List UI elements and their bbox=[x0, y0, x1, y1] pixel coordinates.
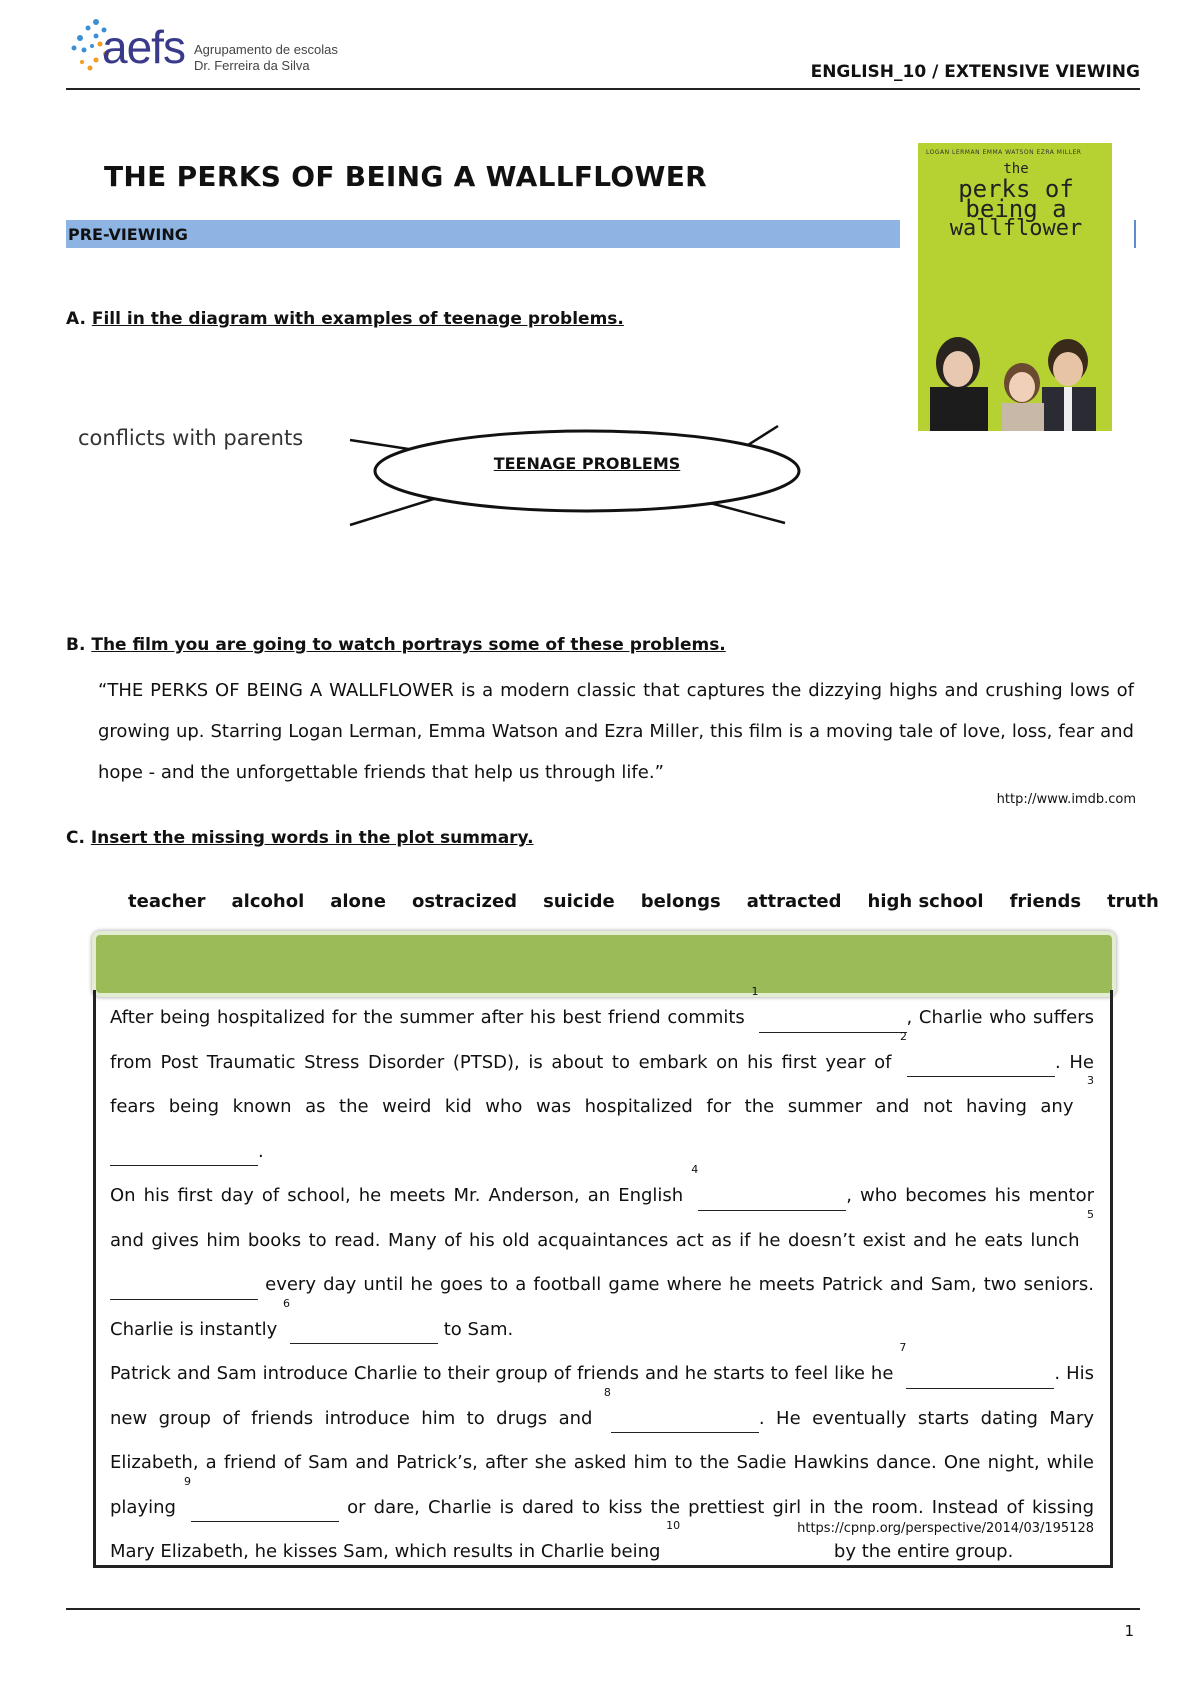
blank-number: 1 bbox=[751, 985, 759, 998]
blank-9[interactable] bbox=[191, 1499, 339, 1522]
poster-actors-image bbox=[918, 313, 1112, 431]
section-label: PRE-VIEWING bbox=[68, 225, 188, 244]
summary-paragraph-1: After being hospitalized for the summer after his best friend commits $^1$, Charlie who suffers from Post Traumatic Stress Disorder (PTSD), is about to embark on his first year of $^2$. He fears being known as the weird kid who was hospitalized for the summer and not having any $^3$. bbox=[110, 996, 1094, 1174]
word-bank-item: truth bbox=[1107, 891, 1159, 912]
plot-summary bbox=[110, 985, 1095, 1575]
word-bank bbox=[128, 891, 1159, 912]
movie-poster bbox=[918, 143, 1112, 431]
question-a-text: Fill in the diagram with examples of teenage problems. bbox=[91, 309, 624, 329]
poster-credits: LOGAN LERMAN EMMA WATSON EZRA MILLER bbox=[926, 149, 1082, 156]
blank-number: 8 bbox=[603, 1385, 611, 1399]
blank-number: 9 bbox=[184, 1474, 192, 1488]
summary-paragraph-3: Patrick and Sam introduce Charlie to their group of friends and he starts to feel like he $^7$. His new group of friends introduce him to drugs and $^8$. He eventually starts dating Mary Elizabeth, a friend of Sam and Patrick’s, after she asked him to the Sadie Hawkins dance. One night, while playing $^9$ or dare, Charlie is dared to kiss the prettiest girl in the room. Instead of kissing Mary Elizabeth, he kisses Sam, which results in Charlie being $^{10}$ by the entire group. bbox=[110, 1352, 1094, 1575]
question-c bbox=[66, 828, 534, 848]
course-label: ENGLISH_10 / EXTENSIVE VIEWING bbox=[810, 62, 1140, 82]
school-logo bbox=[70, 16, 340, 80]
question-c-text: Insert the missing words in the plot summary. bbox=[90, 828, 534, 848]
word-bank-item: alone bbox=[330, 891, 386, 912]
word-bank-item: friends bbox=[1009, 891, 1082, 912]
blank-4[interactable] bbox=[698, 1188, 846, 1211]
logo-subtitle-1: Agrupamento de escolas bbox=[194, 42, 338, 57]
blank-number: 7 bbox=[899, 1341, 907, 1354]
blank-1[interactable] bbox=[759, 1010, 907, 1033]
page-number: 1 bbox=[1124, 1622, 1134, 1640]
word-bank-item: high school bbox=[867, 891, 984, 912]
blank-number: 5 bbox=[1087, 1207, 1094, 1221]
word-bank-item: ostracized bbox=[411, 891, 518, 912]
word-bank-item: alcohol bbox=[231, 891, 305, 912]
blank-number: 3 bbox=[1087, 1074, 1094, 1087]
word-bank-item: teacher bbox=[128, 891, 206, 912]
blank-number: 6 bbox=[283, 1296, 291, 1310]
logo-wordmark: aefs bbox=[102, 21, 185, 73]
blank-7[interactable] bbox=[906, 1366, 1054, 1389]
blank-number: 4 bbox=[691, 1163, 699, 1176]
footer-rule bbox=[66, 1608, 1140, 1610]
blank-8[interactable] bbox=[611, 1410, 759, 1433]
blank-5[interactable] bbox=[110, 1277, 258, 1300]
poster-title-line-2: perks of being a bbox=[958, 175, 1074, 223]
page-title: THE PERKS OF BEING A WALLFLOWER bbox=[104, 160, 708, 193]
question-b bbox=[66, 635, 726, 655]
header-rule bbox=[66, 88, 1140, 90]
question-b-text: The film you are going to watch portrays some of these problems. bbox=[91, 635, 726, 655]
poster-title bbox=[928, 159, 1104, 239]
diagram-spoke-lower-left bbox=[350, 497, 440, 525]
blank-number: 2 bbox=[900, 1029, 908, 1043]
diagram-center-label: TEENAGE PROBLEMS bbox=[493, 454, 681, 473]
blank-2[interactable] bbox=[907, 1054, 1055, 1077]
summary-paragraph-2: On his first day of school, he meets Mr. Anderson, an English $^4$, who becomes his mentor and gives him books to read. Many of his old acquaintances act as if he doesn’t exist and he eats lunch $^5$ every day until he goes to a football game where he meets Patrick and Sam, two seniors. Charlie is instantly $^6$ to Sam. bbox=[110, 1174, 1094, 1352]
question-a bbox=[66, 309, 624, 329]
word-bank-item: suicide bbox=[543, 891, 615, 912]
question-b-letter: B. bbox=[66, 635, 86, 655]
blank-3[interactable] bbox=[110, 1143, 258, 1166]
diagram-spoke-upper-left bbox=[350, 440, 415, 450]
word-bank-item: attracted bbox=[746, 891, 842, 912]
diagram-spoke-lower-right bbox=[710, 503, 785, 523]
question-a-letter: A. bbox=[66, 309, 86, 329]
quote-source: http://www.imdb.com bbox=[996, 792, 1136, 807]
word-bank-item: belongs bbox=[640, 891, 721, 912]
question-c-letter: C. bbox=[66, 828, 85, 848]
section-mark bbox=[1134, 220, 1136, 248]
section-bar bbox=[66, 220, 900, 248]
summary-source: https://cpnp.org/perspective/2014/03/195128 bbox=[797, 1521, 1094, 1536]
blank-6[interactable] bbox=[290, 1321, 438, 1344]
poster-title-line-3: wallflower bbox=[949, 216, 1083, 241]
logo-subtitle-2: Dr. Ferreira da Silva bbox=[194, 58, 310, 73]
blank-number: 10 bbox=[666, 1519, 681, 1532]
diagram-example-answer: conflicts with parents bbox=[78, 426, 304, 450]
summary-header-bar bbox=[92, 931, 1116, 997]
blank-10[interactable] bbox=[680, 1544, 828, 1567]
film-quote: “THE PERKS OF BEING A WALLFLOWER is a modern classic that captures the dizzying highs and crushing lows of growing up. Starring Logan Lerman, Emma Watson and Ezra Miller, this film is a moving tale of love, loss, fear and hope - and the unforgettable friends that help us through life.” bbox=[98, 680, 1134, 783]
poster-title-line-1: the bbox=[1003, 161, 1029, 177]
